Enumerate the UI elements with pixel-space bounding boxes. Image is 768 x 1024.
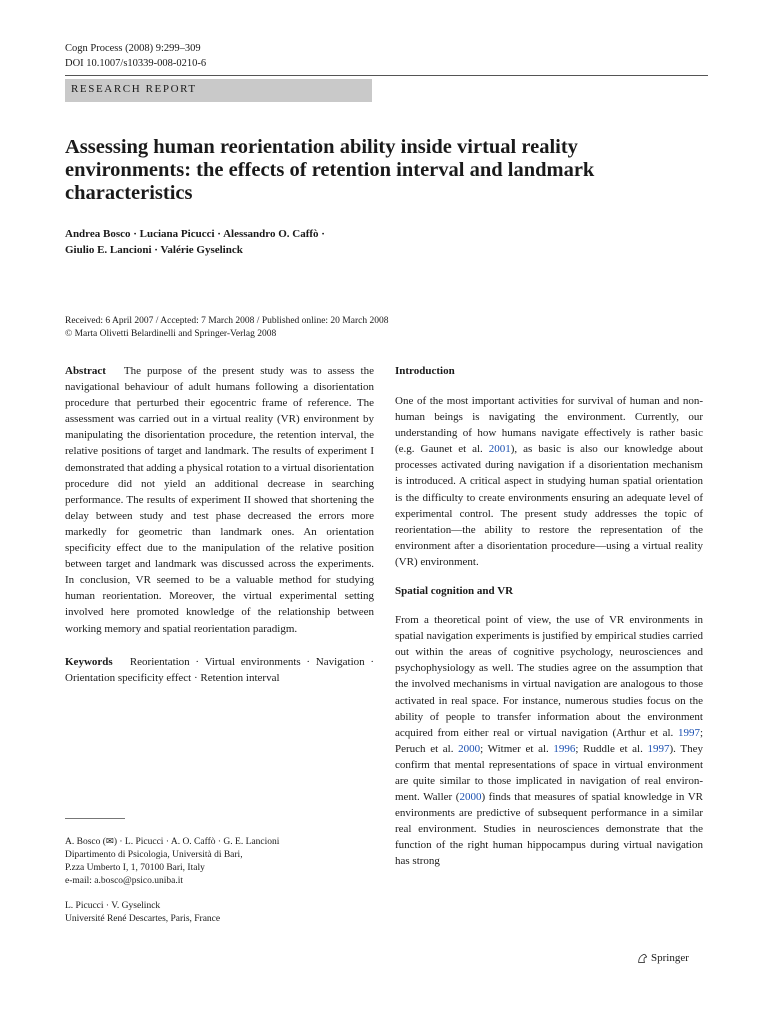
affiliation-authors-2: L. Picucci · V. Gyselinck bbox=[65, 901, 161, 911]
author-list bbox=[65, 226, 705, 258]
keywords-paragraph bbox=[65, 654, 374, 686]
affiliation-dept-2: Université René Descartes, Paris, France bbox=[65, 914, 221, 924]
introduction-heading: Introduction bbox=[395, 365, 455, 377]
introduction-paragraph-2 bbox=[395, 612, 703, 870]
springer-horse-icon bbox=[636, 952, 649, 965]
subsection-heading: Spatial cognition and VR bbox=[395, 585, 514, 598]
affiliation-block-1 bbox=[65, 836, 374, 888]
citation-link[interactable]: 2001 bbox=[488, 443, 511, 456]
left-column bbox=[65, 363, 374, 686]
received-dates: Received: 6 April 2007 / Accepted: 7 March 2008 / Published online: 20 March 2008 bbox=[65, 316, 389, 326]
intro-text: One of the most important activities for survival of human and non-human beings is navigating the environment. Currently, our understanding of how humans navigate effectively is rather basic (e.g. Gaunet et al. bbox=[395, 395, 703, 456]
journal-info bbox=[65, 41, 206, 71]
publisher-logo bbox=[636, 951, 689, 965]
keywords-text: Reorientation · Virtual environments · Navigation · Orientation specificity effect · Retention interval bbox=[65, 655, 374, 684]
citation-link[interactable]: 1997 bbox=[647, 742, 670, 755]
intro-text: ), as basic is also our knowledge about processes activated during navigation if a disorientation mechanism is introduced. A critical aspect in studying human spatial orientation is the difficulty to create environments ensuring an adequate level of experimental control. The present study addresses the topic of reorientation—the ability to restore the representation of the environment after a disorientation procedure—using a virtual reality (VR) environment. bbox=[395, 443, 704, 568]
affiliation-address-1: P.zza Umberto I, 1, 70100 Bari, Italy bbox=[65, 863, 205, 873]
abstract-text: The purpose of the present study was to assess the navigational behaviour of adult humans following a disorientation procedure that perturbed their egocentric frame of reference. The assessment was carried out in a virtual reality (VR) environment by manipulating the disorientation procedure, the retention interval, the relative positions of target and landmark. The results of experiment I demonstrated that adding a physical rotation to a virtual disorientation procedure did not yield an additional decrease in searching performance. The results of experiment II showed that shortening the delay between study and test phase decreased the errors more markedly for geometric than landmark ones. An orientation specificity effect due to the manipulation of the relative position between target and landmark was discussed across the experiments. In conclusion, VR seemed to be a valuable method for studying human reorientation. Moreover, the virtual experimental setting involved here promoted knowledge of the relationship between working memory and spatial reorientation paradigm. bbox=[65, 365, 374, 635]
citation-link[interactable]: 2000 bbox=[459, 791, 482, 804]
right-column bbox=[395, 363, 703, 870]
article-title: Assessing human reorientation ability inside virtual reality environments: the effects of retention interval and landmark characteristics bbox=[65, 136, 595, 204]
citation-link[interactable]: 1997 bbox=[677, 726, 700, 739]
introduction-paragraph-1 bbox=[395, 393, 703, 570]
intro-text: ; Ruddle et al. bbox=[575, 742, 648, 755]
keywords-label: Keywords bbox=[65, 655, 113, 668]
header-rule bbox=[65, 75, 708, 76]
author-line-2[interactable]: Giulio E. Lancioni · Valérie Gyselinck bbox=[65, 244, 243, 256]
journal-doi[interactable]: DOI 10.1007/s10339-008-0210-6 bbox=[65, 58, 207, 69]
publication-dates bbox=[65, 315, 705, 341]
abstract-paragraph bbox=[65, 363, 374, 637]
intro-text: From a theoretical point of view, the use of VR environments in spatial navigation experiments is justified by empirical studies carried out within the areas of cognitive psychology, neurosciences and psychophysiology as well. The studies agree on the assumption that the involved mechanisms in virtual navigation are analogous to those activated in real space. For instance, numerous studies focus on the ability of people to transfer information about the environment acquired from either real or virtual navigation (Arthur et al. bbox=[395, 614, 703, 739]
abstract-label: Abstract bbox=[65, 365, 106, 377]
intro-text: ; Witmer et al. bbox=[480, 742, 554, 755]
affiliation-authors-1: A. Bosco (✉) · L. Picucci · A. O. Caffò · G. E. Lancioni bbox=[65, 837, 280, 847]
citation-link[interactable]: 1996 bbox=[553, 742, 576, 755]
journal-citation: Cogn Process (2008) 9:299–309 bbox=[65, 43, 201, 54]
intro-text: ; Peruch et al. bbox=[395, 726, 703, 755]
affiliation-dept-1: Dipartimento di Psicologia, Università di Bari, bbox=[65, 850, 243, 860]
affiliation-block-2 bbox=[65, 900, 374, 926]
intro-text: ) finds that measures of spatial knowledge in VR environments are predictive of subsequent performance in a similar real environment. Studies in neurosciences demonstrate that the function of the right human hippocampus during virtual navigation has strong bbox=[395, 791, 703, 868]
footnote-rule bbox=[65, 818, 125, 819]
intro-text: ). They confirm that mental representations of space in virtual environment are quite similar to those implicated in navigation of real environment. Waller ( bbox=[395, 742, 703, 804]
affiliation-email[interactable]: e-mail: a.bosco@psico.uniba.it bbox=[65, 876, 183, 886]
publisher-name: Springer bbox=[651, 952, 689, 964]
citation-link[interactable]: 2000 bbox=[458, 742, 481, 755]
author-line-1[interactable]: Andrea Bosco · Luciana Picucci · Alessandro O. Caffò · bbox=[65, 228, 325, 240]
article-type-banner: RESEARCH REPORT bbox=[65, 79, 372, 102]
copyright-line: © Marta Olivetti Belardinelli and Springer-Verlag 2008 bbox=[65, 329, 277, 339]
